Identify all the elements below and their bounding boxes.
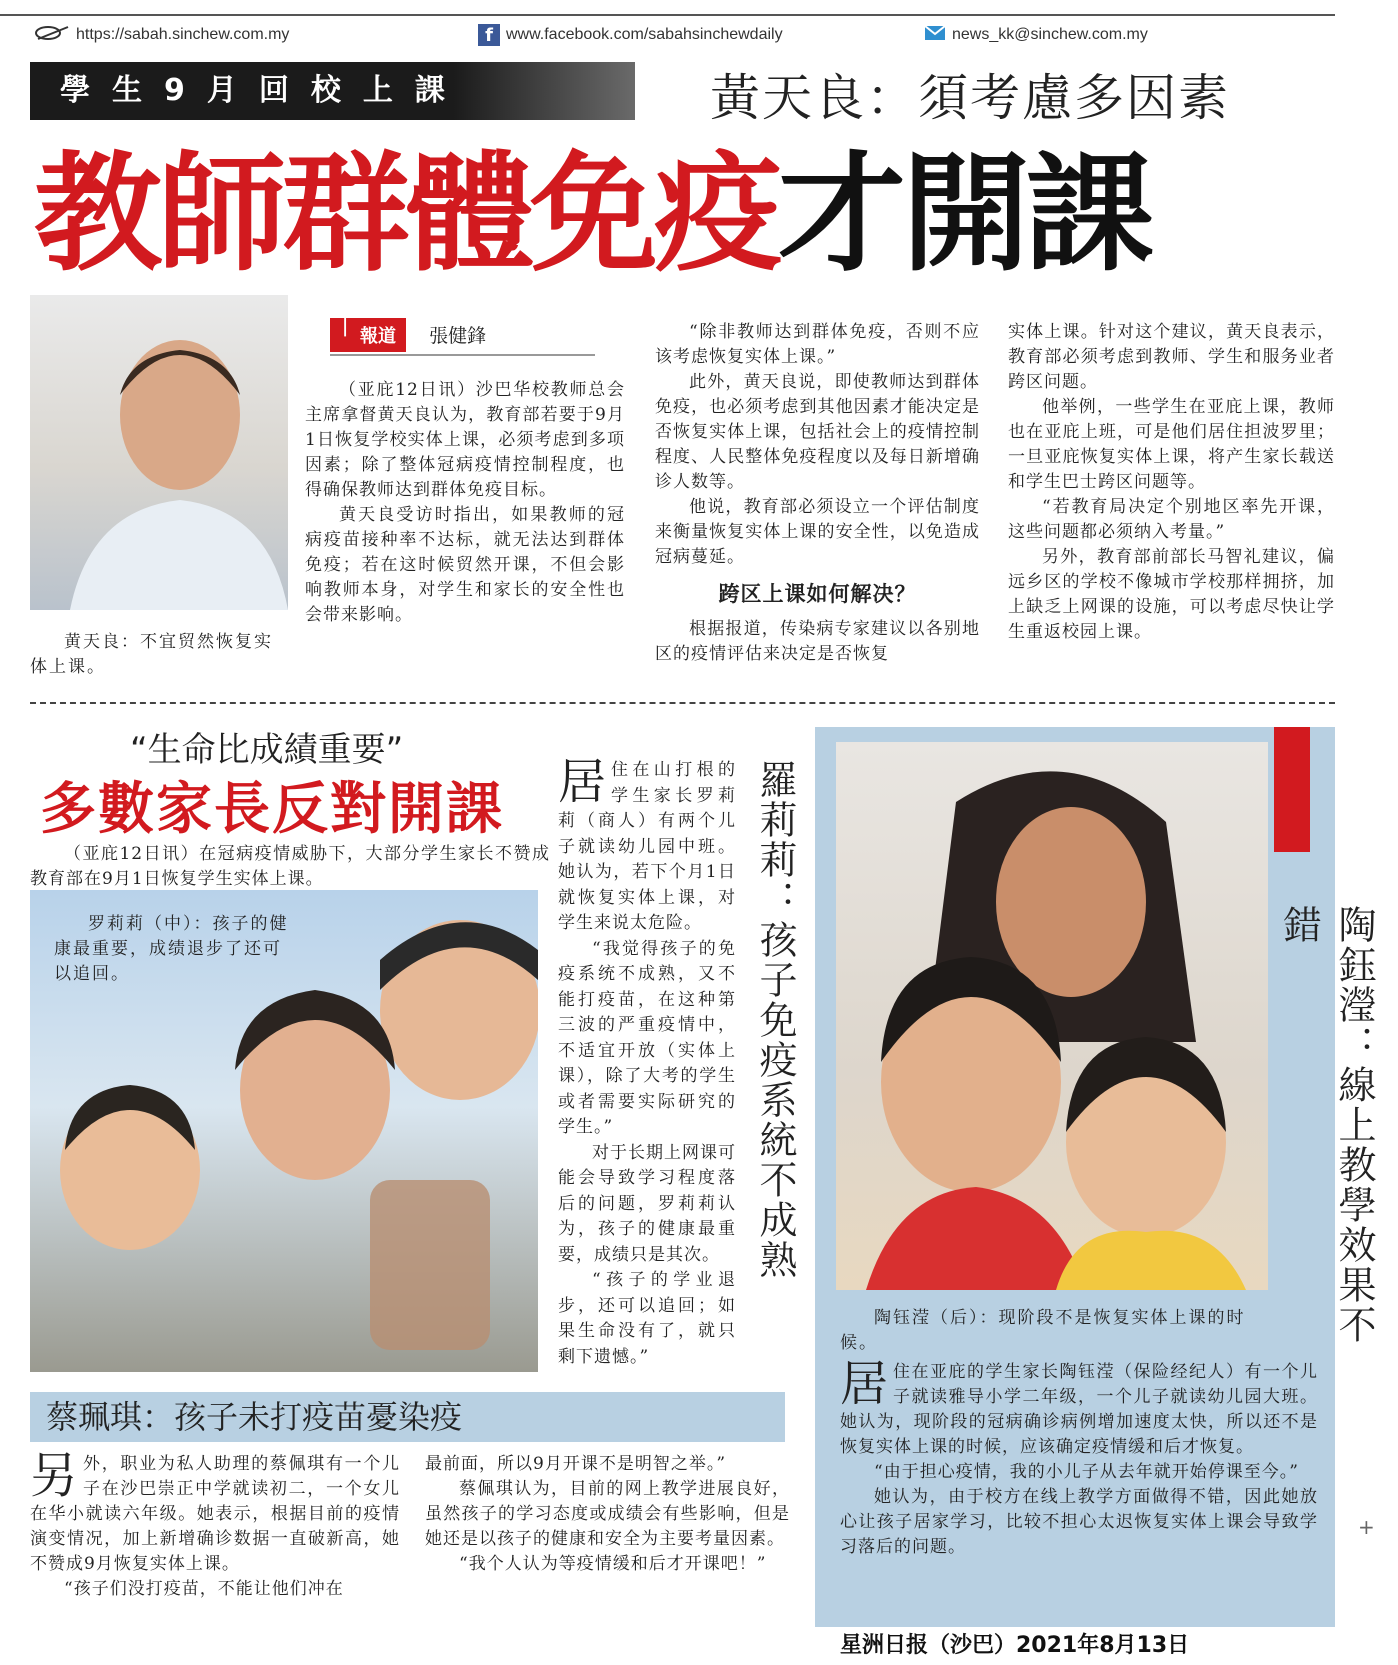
paragraph: （亚庇12日讯）沙巴华校教师总会主席拿督黄天良认为，教育部若要于9月1日恢复学校实体上课，必须考虑到多项因素；除了整体冠病疫情控制程度，也得确保教师达到群体免疫目标。 xyxy=(305,380,625,500)
facebook-url: www.facebook.com/sabahsinchewdaily xyxy=(506,26,783,43)
byline-tag-label: 報道 xyxy=(360,326,396,347)
paragraph: 住在亚庇的学生家长陶钰滢（保险经纪人）有一个儿子就读雅导小学二年级，一个儿子就读幼儿园大班。她认为，现阶段的冠病确诊病例增加速度太快，所以还不是恢复实体上课的时候，应该确定疫情缓和后才恢复。 xyxy=(840,1362,1318,1457)
section2-quote: “生命比成績重要” xyxy=(130,730,404,770)
section3-column2 xyxy=(425,1452,790,1577)
mail-icon xyxy=(924,25,946,46)
paragraph: “除非教师达到群体免疫，否则不应该考虑恢复实体上课。” xyxy=(655,322,980,367)
dropcap: 居 xyxy=(558,754,608,810)
website-url: https://sabah.sinchew.com.my xyxy=(76,26,290,43)
section2-photo-caption: 罗莉莉（中）：孩子的健康最重要，成绩退步了还可以追回。 xyxy=(54,914,289,984)
section4-photo-caption: 陶钰滢（后）：现阶段不是恢复实体上课的时候。 xyxy=(840,1308,1246,1353)
paragraph: 实体上课。针对这个建议，黄天良表示，教育部必须考虑到教师、学生和服务业者跨区问题。 xyxy=(1008,322,1335,392)
article1-column1 xyxy=(305,378,625,628)
paragraph: “孩子的学业退步，还可以追回；如果生命没有了，就只剩下遗憾。” xyxy=(558,1270,736,1367)
source-footer: 星洲日报（沙巴）2021年8月13日 xyxy=(840,1633,1190,1658)
photo-tao-yu-ying-family xyxy=(836,742,1268,1290)
pen-icon: ❘ xyxy=(336,312,355,337)
byline xyxy=(330,312,595,356)
paragraph: “由于担心疫情，我的小儿子从去年就开始停课至今。” xyxy=(874,1462,1299,1482)
subheadline: 黃天良：須考慮多因素 xyxy=(710,69,1230,127)
paragraph: 黄天良受访时指出，如果教师的冠病疫苗接种率不达标，就无法达到群体免疫；若在这时候贸然开课，不但会影响教师本身，对学生和家长的安全性也会带来影响。 xyxy=(305,505,625,625)
byline-author: 張健鋒 xyxy=(429,325,487,347)
email-address: news_kk@sinchew.com.my xyxy=(952,26,1148,43)
globe-pen-icon xyxy=(34,23,70,48)
paragraph: “若教育局决定个别地区率先开课，这些问题都必须纳入考量。” xyxy=(1008,497,1335,542)
kicker-bar: 學生9月回校上課 xyxy=(30,62,635,120)
section3-column1 xyxy=(30,1448,400,1602)
paragraph: 住在山打根的学生家长罗莉莉（商人）有两个儿子就读幼儿园中班。她认为，若下个月1日就恢复实体上课，对学生来说太危险。 xyxy=(558,760,736,933)
paragraph: 她认为，由于校方在线上教学方面做得不错，因此她放心让孩子居家学习，比较不担心太迟恢复实体上课会导致学习落后的问题。 xyxy=(840,1487,1318,1557)
main-headline xyxy=(34,140,1150,290)
section2-vertical-title: 羅莉莉：孩子免疫系統不成熟 xyxy=(753,760,797,1280)
section2-lede xyxy=(30,842,550,892)
paragraph: 另外，教育部前部长马智礼建议，偏远乡区的学校不像城市学校那样拥挤，加上缺乏上网课的设施，可以考虑尽快让学生重返校园上课。 xyxy=(1008,547,1335,642)
section2-headline: 多數家長反對開課 xyxy=(40,777,504,842)
facebook-icon: f xyxy=(478,24,500,46)
dropcap: 另 xyxy=(30,1448,80,1504)
paragraph: （亚庇12日讯）在冠病疫情威胁下，大部分学生家长不赞成教育部在9月1日恢复学生实体上课。 xyxy=(30,844,550,889)
website-link[interactable] xyxy=(34,22,289,48)
paragraph: 外，职业为私人助理的蔡佩琪有一个儿子在沙巴崇正中学就读初二，一个女儿在华小就读六年级。她表示，根据目前的疫情演变情况，加上新增确诊数据一直破新高，她不赞成9月恢复实体上课。 xyxy=(30,1454,400,1574)
facebook-link[interactable] xyxy=(478,22,783,48)
photo1-caption: 黄天良：不宜贸然恢复实体上课。 xyxy=(30,632,273,677)
top-rule xyxy=(0,14,1335,16)
byline-tag xyxy=(330,312,406,352)
paragraph: 他说，教育部必须设立一个评估制度来衡量恢复实体上课的安全性，以免造成冠病蔓延。 xyxy=(655,497,980,567)
section-divider xyxy=(30,702,1335,704)
section4-body xyxy=(840,1356,1318,1560)
article1-column2 xyxy=(655,320,980,667)
paragraph: 根据报道，传染病专家建议以各别地区的疫情评估来决定是否恢复 xyxy=(655,619,980,664)
red-accent-bar xyxy=(1274,727,1310,852)
paragraph: 对于长期上网课可能会导致学习程度落后的问题，罗莉莉认为，孩子的健康最重要，成绩只是其次。 xyxy=(558,1142,736,1265)
headline-black: 才開課 xyxy=(778,140,1151,289)
section3-title-bar: 蔡珮琪：孩子未打疫苗憂染疫 xyxy=(30,1392,785,1442)
paragraph: 此外，黄天良说，即使教师达到群体免疫，也必须考虑到其他因素才能决定是否恢复实体上课，包括社会上的疫情控制程度、人民整体免疫程度以及每日新增确诊人数等。 xyxy=(655,372,980,492)
dropcap: 居 xyxy=(840,1356,890,1412)
email-link[interactable] xyxy=(924,22,1148,48)
article1-column3 xyxy=(1008,320,1335,645)
plus-icon: + xyxy=(1358,1515,1375,1539)
headline-red: 教師群體免疫 xyxy=(34,140,779,289)
paragraph: “我觉得孩子的免疫系统不成熟，又不能打疫苗，在这种第三波的严重疫情中，不适宜开放（实体上课），除了大考的学生或者需要实际研究的学生。” xyxy=(558,938,736,1137)
section4-vertical-title: 陶鈺瀅：線上教學效果不錯 xyxy=(1277,905,1376,1345)
paragraph: 最前面，所以9月开课不是明智之举。” xyxy=(425,1454,727,1474)
paragraph: 蔡佩琪认为，目前的网上教学进展良好，虽然孩子的学习态度或成绩会有些影响，但是她还是以孩子的健康和安全为主要考量因素。 xyxy=(425,1479,790,1549)
section2-body xyxy=(558,754,736,1370)
article1-subheading: 跨区上课如何解决？ xyxy=(718,582,917,606)
paragraph: “孩子们没打疫苗，不能让他们冲在 xyxy=(64,1579,344,1599)
paragraph: “我个人认为等疫情缓和后才开课吧！” xyxy=(459,1554,767,1574)
photo-huang-tian-liang xyxy=(30,295,288,610)
paragraph: 他举例，一些学生在亚庇上课，教师也在亚庇上班，可是他们居住担波罗里；一旦亚庇恢复实体上课，将产生家长载送和学生巴士跨区问题等。 xyxy=(1008,397,1335,492)
